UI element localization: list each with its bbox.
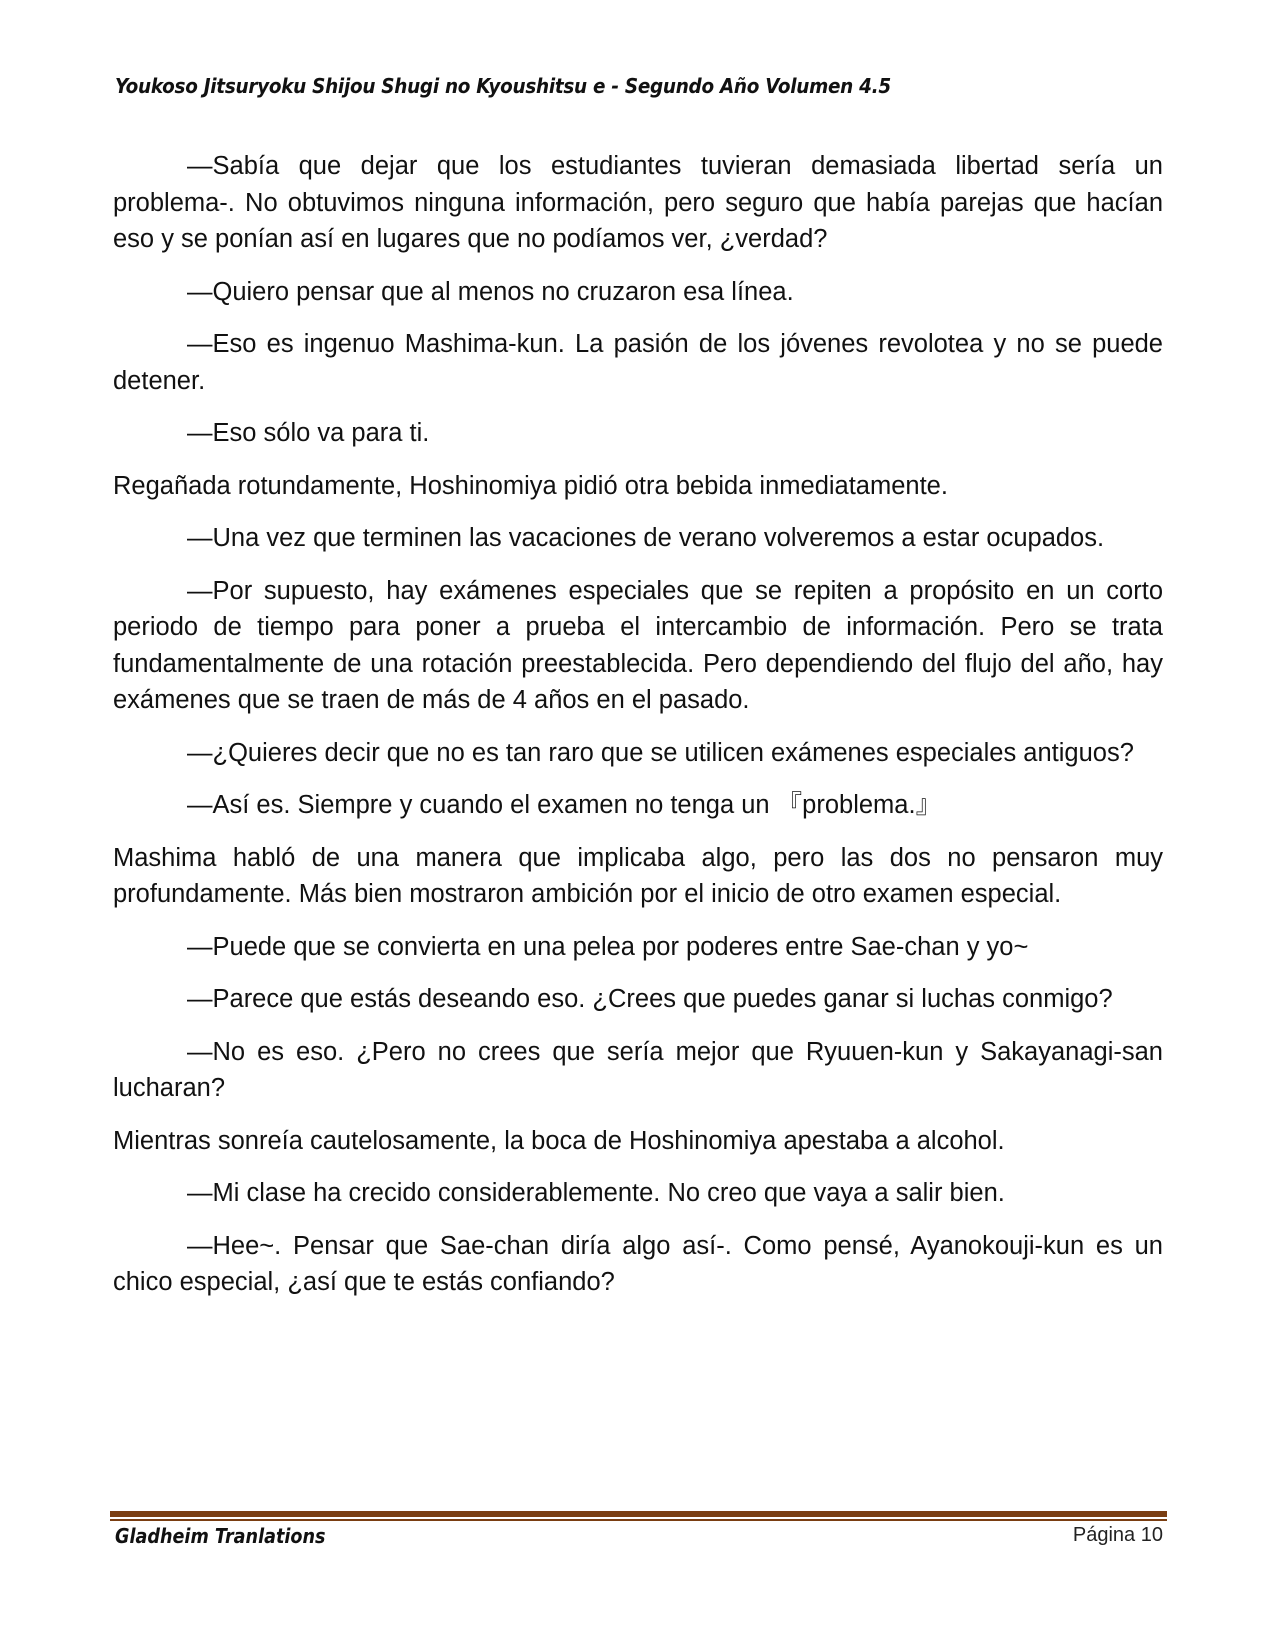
dialogue-paragraph: —No es eso. ¿Pero no crees que sería mejor que Ryuuen-kun y Sakayanagi-san lucharan?	[113, 1037, 1163, 1102]
dialogue-paragraph: —Quiero pensar que al menos no cruzaron esa línea.	[187, 277, 794, 306]
dialogue-paragraph: —Mi clase ha crecido considerablemente. No creo que vaya a salir bien.	[187, 1179, 1005, 1207]
dialogue-paragraph: —Una vez que terminen las vacaciones de verano volveremos a estar ocupados.	[187, 524, 1105, 552]
page-label: Página	[1072, 1524, 1136, 1546]
page-body	[113, 148, 1163, 1317]
footer-rule	[110, 1511, 1167, 1517]
dialogue-paragraph: —Hee~. Pensar que Sae-chan diría algo así-. Como pensé, Ayanokouji-kun es un chico especial, ¿así que te estás confiando?	[113, 1231, 1163, 1296]
narration-paragraph: Mashima habló de una manera que implicaba algo, pero las dos no pensaron muy profundamente. Más bien mostraron ambición por el inicio de otro examen especial.	[113, 843, 1163, 908]
dialogue-paragraph: —Puede que se convierta en una pelea por poderes entre Sae-chan y yo~	[187, 932, 1029, 961]
narration-paragraph: Mientras sonreía cautelosamente, la boca de Hoshinomiya apestaba a alcohol.	[113, 1126, 1005, 1155]
footer-rule-thin	[110, 1519, 1167, 1521]
dialogue-paragraph: —Eso sólo va para ti.	[187, 419, 430, 447]
dialogue-paragraph: —¿Quieres decir que no es tan raro que se utilicen exámenes especiales antiguos?	[187, 738, 1134, 767]
narration-paragraph: Regañada rotundamente, Hoshinomiya pidió otra bebida inmediatamente.	[113, 471, 948, 500]
dialogue-paragraph: —Sabía que dejar que los estudiantes tuvieran demasiada libertad sería un problema-. No obtuvimos ninguna información, pero seguro que había parejas que hacían eso y se ponían así en lugares que no podíamos ver, ¿verdad?	[113, 152, 1163, 253]
dialogue-paragraph: —Por supuesto, hay exámenes especiales que se repiten a propósito en un corto periodo de tiempo para poner a prueba el intercambio de información. Pero se trata fundamentalmente de una rotación preestablecida. Pero dependiendo del flujo del año, hay exámenes que se traen de más de 4 años en el pasado.	[113, 576, 1163, 714]
dialogue-paragraph: —Así es. Siempre y cuando el examen no tenga un 『problema.』	[187, 791, 942, 819]
dialogue-paragraph: —Eso es ingenuo Mashima-kun. La pasión de los jóvenes revolotea y no se puede detener.	[113, 330, 1163, 395]
page-number	[1073, 1524, 1163, 1547]
running-header: Youkoso Jitsuryoku Shijou Shugi no Kyoushitsu e - Segundo Año Volumen 4.5	[115, 74, 891, 98]
dialogue-paragraph: —Parece que estás deseando eso. ¿Crees que puedes ganar si luchas conmigo?	[187, 985, 1113, 1013]
footer-credit: Gladheim Tranlations	[115, 1524, 326, 1548]
page-number-value: 10	[1140, 1524, 1163, 1546]
